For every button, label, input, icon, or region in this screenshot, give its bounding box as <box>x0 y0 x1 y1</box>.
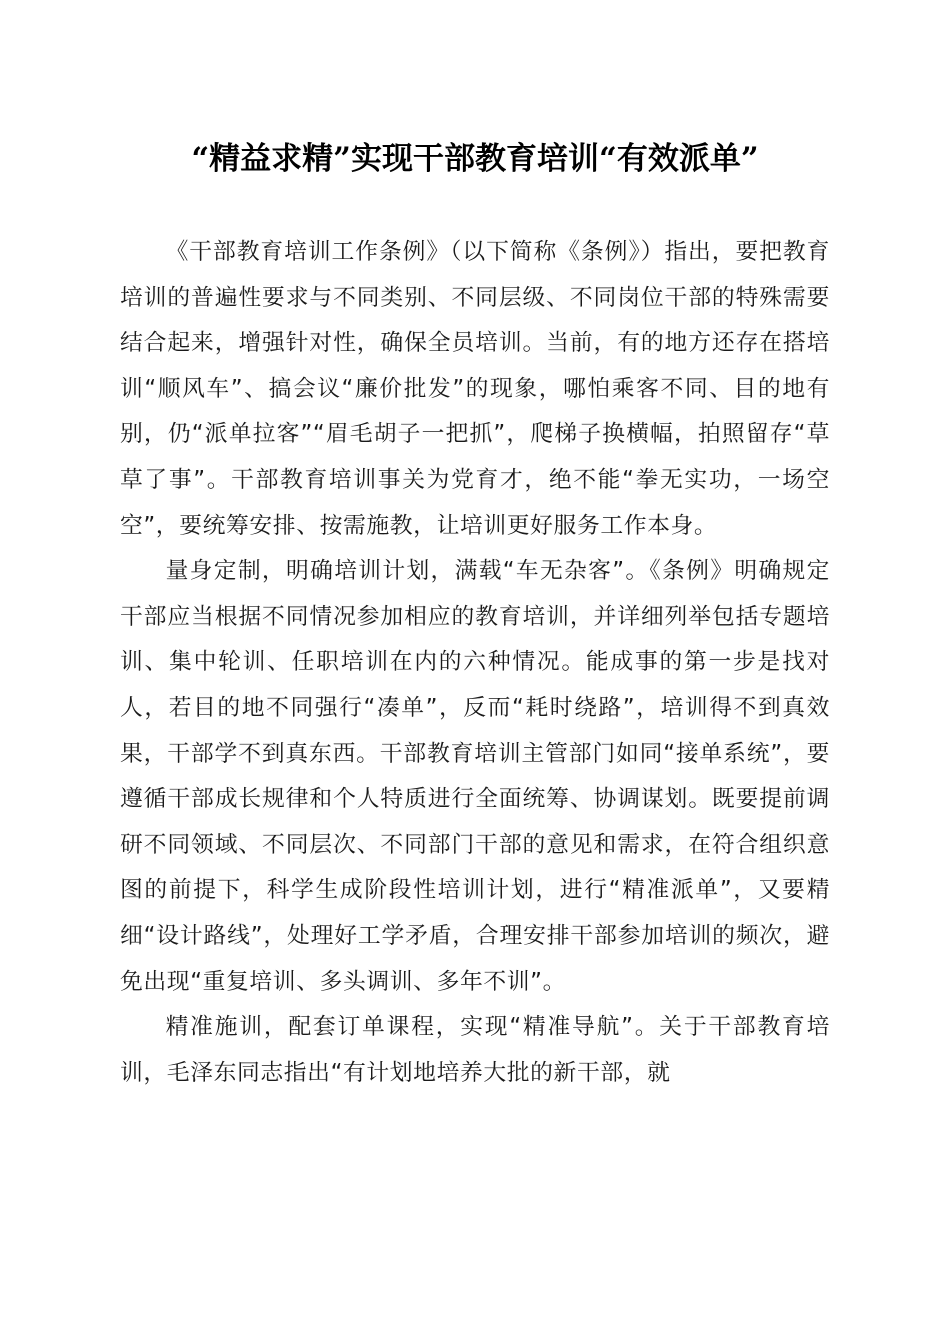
paragraph-precise-training: 精准施训，配套订单课程，实现“精准导航”。关于干部教育培训，毛泽东同志指出“有计划地培养大批的新干部，就 <box>120 1014 830 1086</box>
paragraph-tailored-plan: 量身定制，明确培训计划，满载“车无杂客”。《条例》明确规定干部应当根据不同情况参加相应的教育培训，并详细列举包括专题培训、集中轮训、任职培训在内的六种情况。能成事的第一步是找对人，若目的地不同强行“凑单”，反而“耗时绕路”，培训得不到真效果，干部学不到真东西。干部教育培训主管部门如同“接单系统”，要遵循干部成长规律和个人特质进行全面统筹、协调谋划。既要提前调研不同领域、不同层次、不同部门干部的意见和需求，在符合组织意图的前提下，科学生成阶段性培训计划，进行“精准派单”，又要精细“设计路线”，处理好工学矛盾，合理安排干部参加培训的频次，避免出现“重复培训、多头调训、多年不训”。 <box>120 558 830 995</box>
document-body <box>120 230 830 1096</box>
document-title: “精益求精”实现干部教育培训“有效派单” <box>191 141 759 177</box>
paragraph-intro: 《干部教育培训工作条例》（以下简称《条例》）指出，要把教育培训的普遍性要求与不同类别、不同层级、不同岗位干部的特殊需要结合起来，增强针对性，确保全员培训。当前，有的地方还存在搭培训“顺风车”、搞会议“廉价批发”的现象，哪怕乘客不同、目的地有别，仍“派单拉客”“眉毛胡子一把抓”，爬梯子换横幅，拍照留存“草草了事”。干部教育培训事关为党育才，绝不能“拳无实功，一场空空”，要统筹安排、按需施教，让培训更好服务工作本身。 <box>120 239 830 539</box>
